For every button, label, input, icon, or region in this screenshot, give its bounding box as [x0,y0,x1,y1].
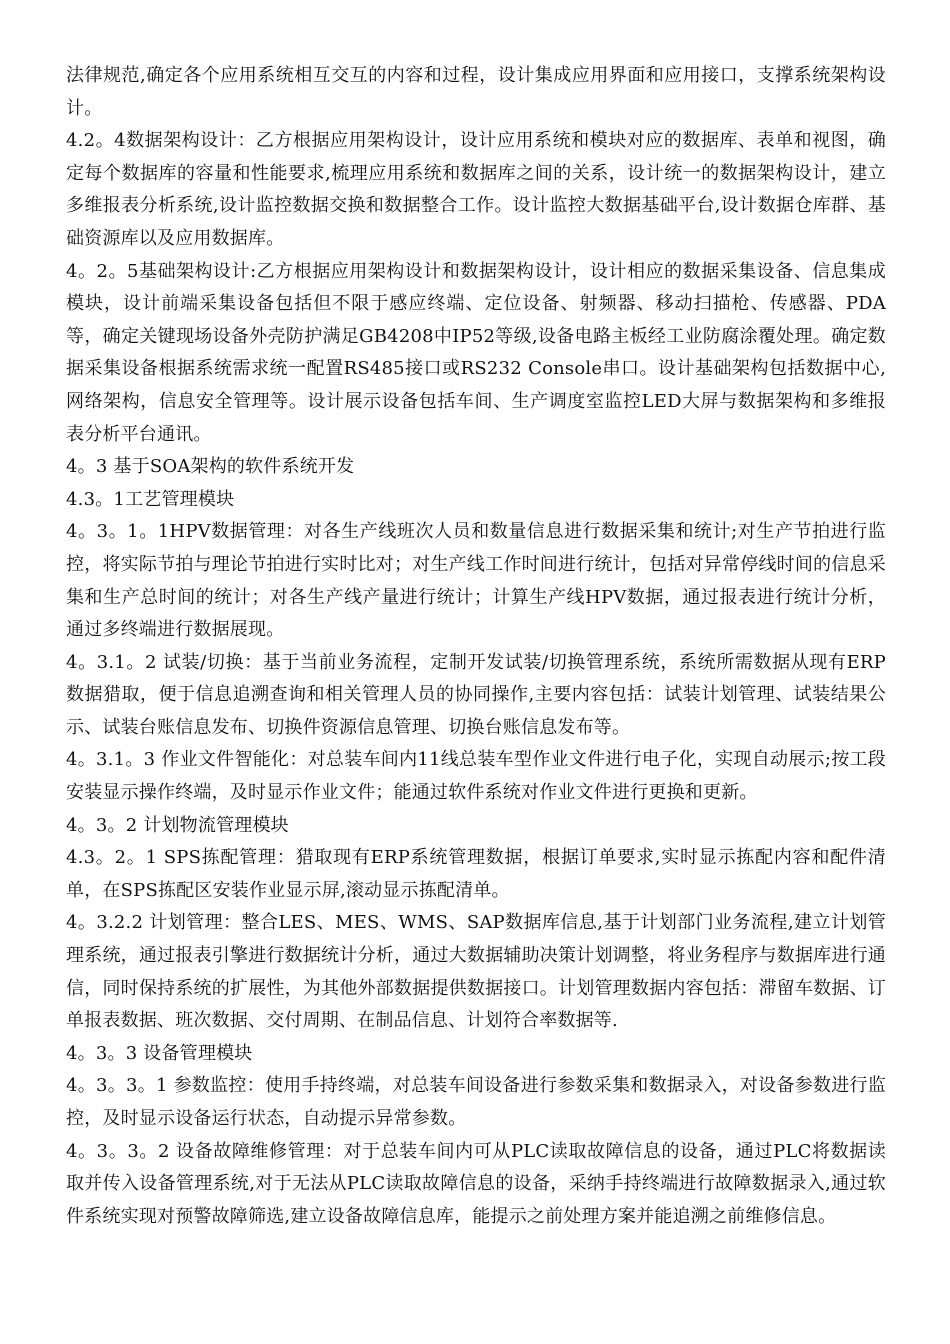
paragraph-4-3-1-2-trial-switch: 4。3.1。2 试装/切换：基于当前业务流程，定制开发试装/切换管理系统，系统所需数据从现有ERP数据猎取，便于信息追溯查询和相关管理人员的协同操作,主要内容包括：试装计划管理、试装结果公示、试装台账信息发布、切换件资源信息管理、切换台账信息发布等。 [66,651,886,738]
paragraph-4-3-1-1-hpv: 4。3。1。1HPV数据管理：对各生产线班次人员和数量信息进行数据采集和统计;对生产节拍进行监控，将实际节拍与理论节拍进行实时比对；对生产线工作时间进行统计，包括对异常停线时间的信息采集和生产总时间的统计；对各生产线产量进行统计；计算生产线HPV数据，通过报表进行统计分析，通过多终端进行数据展现。 [66,521,886,641]
paragraph-application-architecture-end: 法律规范,确定各个应用系统相互交互的内容和过程，设计集成应用界面和应用接口，支撑系统架构设计。 [66,65,886,119]
heading-4-3-soa-software: 4。3 基于SOA架构的软件系统开发 [66,456,355,478]
paragraph-4-2-4-data-architecture: 4.2。4数据架构设计：乙方根据应用架构设计，设计应用系统和模块对应的数据库、表单和视图，确定每个数据库的容量和性能要求,梳理应用系统和数据库之间的关系，设计统一的数据架构设计，建立多维报表分析系统,设计监控数据交换和数据整合工作。设计监控大数据基础平台,设计数据仓库群、基础资源库以及应用数据库。 [66,130,886,249]
paragraph-4-3-3-1-parameter-monitoring: 4。3。3。1 参数监控：使用手持终端，对总装车间设备进行参数采集和数据录入，对设备参数进行监控，及时显示设备运行状态，自动提示异常参数。 [66,1075,886,1129]
heading-4-3-1-process-module: 4.3。1工艺管理模块 [66,488,235,510]
paragraph-4-3-2-2-planning: 4。3.2.2 计划管理：整合LES、MES、WMS、SAP数据库信息,基于计划部门业务流程,建立计划管理系统，通过报表引擎进行数据统计分析，通过大数据辅助决策计划调整，将业务程序与数据库进行通信，同时保持系统的扩展性，为其他外部数据提供数据接口。计划管理数据内容包括：滞留车数据、订单报表数据、班次数据、交付周期、在制品信息、计划符合率数据等. [66,912,886,1032]
document-page [66,60,886,1233]
heading-4-3-3-equipment-module: 4。3。3 设备管理模块 [66,1042,253,1064]
paragraph-4-2-5-infrastructure: 4。2。5基础架构设计:乙方根据应用架构设计和数据架构设计，设计相应的数据采集设备、信息集成模块，设计前端采集设备包括但不限于感应终端、定位设备、射频器、移动扫描枪、传感器、PDA等，确定关键现场设备外壳防护满足GB4208中IP52等级,设备电路主板经工业防腐涂覆处理。确定数据采集设备根据系统需求统一配置RS485接口或RS232 Console串口。设计基础架构包括数据中心,网络架构，信息安全管理等。设计展示设备包括车间、生产调度室监控LED大屏与数据架构和多维报表分析平台通讯。 [66,260,886,445]
paragraph-4-3-1-3-work-files: 4。3.1。3 作业文件智能化：对总装车间内11线总装车型作业文件进行电子化，实现自动展示;按工段安装显示操作终端，及时显示作业文件；能通过软件系统对作业文件进行更换和更新。 [66,749,886,804]
paragraph-4-3-3-2-fault-maintenance: 4。3。3。2 设备故障维修管理：对于总装车间内可从PLC读取故障信息的设备，通过PLC将数据读取并传入设备管理系统,对于无法从PLC读取故障信息的设备，采纳手持终端进行故障数据录入,通过软件系统实现对预警故障筛选,建立设备故障信息库，能提示之前处理方案并能追溯之前维修信息。 [66,1140,886,1227]
paragraph-4-3-2-1-sps-picking: 4.3。2。1 SPS拣配管理：猎取现有ERP系统管理数据，根据订单要求,实时显示拣配内容和配件清单，在SPS拣配区安装作业显示屏,滚动显示拣配清单。 [66,847,886,901]
heading-4-3-2-planning-logistics: 4。3。2 计划物流管理模块 [66,814,289,836]
